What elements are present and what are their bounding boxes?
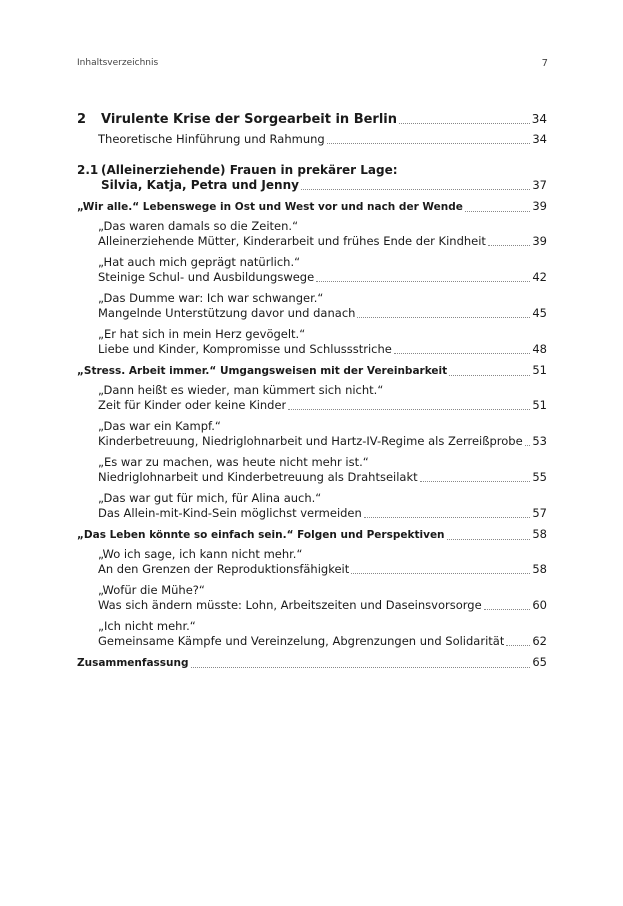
entry-page: 48 <box>532 342 547 356</box>
toc-entry[interactable] <box>77 491 547 521</box>
dot-leader <box>288 408 530 410</box>
toc-entry[interactable] <box>77 547 547 577</box>
entry-title: Mangelnde Unterstützung davor und danach <box>98 306 356 320</box>
entry-page: 51 <box>532 398 547 412</box>
table-of-contents <box>77 112 547 671</box>
subsection-title-line-1: (Alleinerziehende) Frauen in prekärer Lage: <box>101 163 398 177</box>
dot-leader <box>351 572 530 574</box>
entry-title: Was sich ändern müsste: Lohn, Arbeitszeiten und Daseinsvorsorge <box>98 598 482 612</box>
toc-entry[interactable] <box>77 327 547 357</box>
toc-entry[interactable] <box>77 619 547 649</box>
section-page: 34 <box>531 112 547 126</box>
summary-title: Zusammenfassung <box>77 657 189 669</box>
entry-quote: „Hat auch mich geprägt natürlich.“ <box>98 255 301 269</box>
chapter-title: „Wir alle.“ Lebenswege in Ost und West vor und nach der Wende <box>77 201 463 213</box>
dot-leader <box>316 280 530 282</box>
toc-entry[interactable] <box>77 291 547 321</box>
subsection-number: 2.1 <box>77 163 99 177</box>
chapter-block <box>77 199 547 357</box>
chapter-page: 58 <box>532 527 547 541</box>
entry-title: Liebe und Kinder, Kompromisse und Schlussstriche <box>98 342 392 356</box>
entry-quote: „Es war zu machen, was heute nicht mehr ist.“ <box>98 455 369 469</box>
dot-leader <box>301 188 530 190</box>
dot-leader <box>506 644 530 646</box>
dot-leader <box>525 444 531 446</box>
toc-entry[interactable] <box>77 583 547 613</box>
intro-title: Theoretische Hinführung und Rahmung <box>98 132 325 146</box>
chapter-block <box>77 527 547 649</box>
dot-leader <box>420 480 531 482</box>
entry-page: 57 <box>532 506 547 520</box>
entry-quote: „Das Dumme war: Ich war schwanger.“ <box>98 291 324 305</box>
subsection-page: 37 <box>532 178 547 192</box>
chapter-title: „Das Leben könnte so einfach sein.“ Folgen und Perspektiven <box>77 529 445 541</box>
dot-leader <box>191 666 531 668</box>
chapter-list <box>77 199 547 649</box>
entry-quote: „Dann heißt es wieder, man kümmert sich nicht.“ <box>98 383 384 397</box>
entry-quote: „Das war gut für mich, für Alina auch.“ <box>98 491 322 505</box>
dot-leader <box>399 122 530 124</box>
section-number: 2 <box>77 112 87 127</box>
entry-page: 53 <box>532 434 547 448</box>
toc-entry[interactable] <box>77 419 547 449</box>
entry-page: 62 <box>532 634 547 648</box>
entry-title: Alleinerziehende Mütter, Kinderarbeit und frühes Ende der Kindheit <box>98 234 486 248</box>
toc-entry[interactable] <box>77 383 547 413</box>
dot-leader <box>327 142 531 144</box>
entry-page: 45 <box>532 306 547 320</box>
entry-page: 39 <box>532 234 547 248</box>
toc-entry[interactable] <box>77 255 547 285</box>
entry-quote: „Wofür die Mühe?“ <box>98 583 205 597</box>
dot-leader <box>447 538 531 540</box>
entry-quote: „Wo ich sage, ich kann nicht mehr.“ <box>98 547 303 561</box>
page-number: 7 <box>541 58 548 69</box>
dot-leader <box>465 210 531 212</box>
dot-leader <box>394 352 531 354</box>
dot-leader <box>357 316 530 318</box>
dot-leader <box>449 374 530 376</box>
subsection-title-line-2: Silvia, Katja, Petra und Jenny <box>101 178 299 192</box>
entry-title: Niedriglohnarbeit und Kinderbetreuung als Drahtseilakt <box>98 470 418 484</box>
intro-page: 34 <box>532 132 547 146</box>
entry-title: Das Allein-mit-Kind-Sein möglichst vermeiden <box>98 506 362 520</box>
chapter-block <box>77 363 547 521</box>
entry-title: Zeit für Kinder oder keine Kinder <box>98 398 287 412</box>
entry-quote: „Das waren damals so die Zeiten.“ <box>98 219 299 233</box>
entry-quote: „Das war ein Kampf.“ <box>98 419 221 433</box>
summary-page: 65 <box>532 655 547 669</box>
running-head <box>77 58 548 70</box>
entry-page: 42 <box>532 270 547 284</box>
entry-title: Steinige Schul- und Ausbildungswege <box>98 270 315 284</box>
chapter-page: 39 <box>532 199 547 213</box>
dot-leader <box>364 516 531 518</box>
summary-entry[interactable] <box>77 655 547 671</box>
entry-title: An den Grenzen der Reproduktionsfähigkeit <box>98 562 350 576</box>
chapter-page: 51 <box>532 363 547 377</box>
running-head-title: Inhaltsverzeichnis <box>77 58 159 68</box>
dot-leader <box>484 608 531 610</box>
chapter-title: „Stress. Arbeit immer.“ Umgangsweisen mit der Vereinbarkeit <box>77 365 448 377</box>
entry-title: Gemeinsame Kämpfe und Vereinzelung, Abgrenzungen und Solidarität <box>98 634 505 648</box>
section-2-heading[interactable] <box>77 112 547 127</box>
chapter-heading[interactable] <box>77 527 547 543</box>
entry-title: Kinderbetreuung, Niedriglohnarbeit und Hartz-IV-Regime als Zerreißprobe <box>98 434 523 448</box>
toc-entry[interactable] <box>77 455 547 485</box>
chapter-heading[interactable] <box>77 199 547 215</box>
section-2-1-heading[interactable] <box>77 163 547 193</box>
entry-quote: „Er hat sich in mein Herz gevögelt.“ <box>98 327 306 341</box>
section-2-intro[interactable] <box>77 132 547 147</box>
dot-leader <box>488 244 530 246</box>
chapter-heading[interactable] <box>77 363 547 379</box>
entry-page: 58 <box>532 562 547 576</box>
section-title: Virulente Krise der Sorgearbeit in Berlin <box>101 112 397 127</box>
entry-page: 55 <box>532 470 547 484</box>
toc-entry[interactable] <box>77 219 547 249</box>
entry-quote: „Ich nicht mehr.“ <box>98 619 196 633</box>
entry-page: 60 <box>532 598 547 612</box>
